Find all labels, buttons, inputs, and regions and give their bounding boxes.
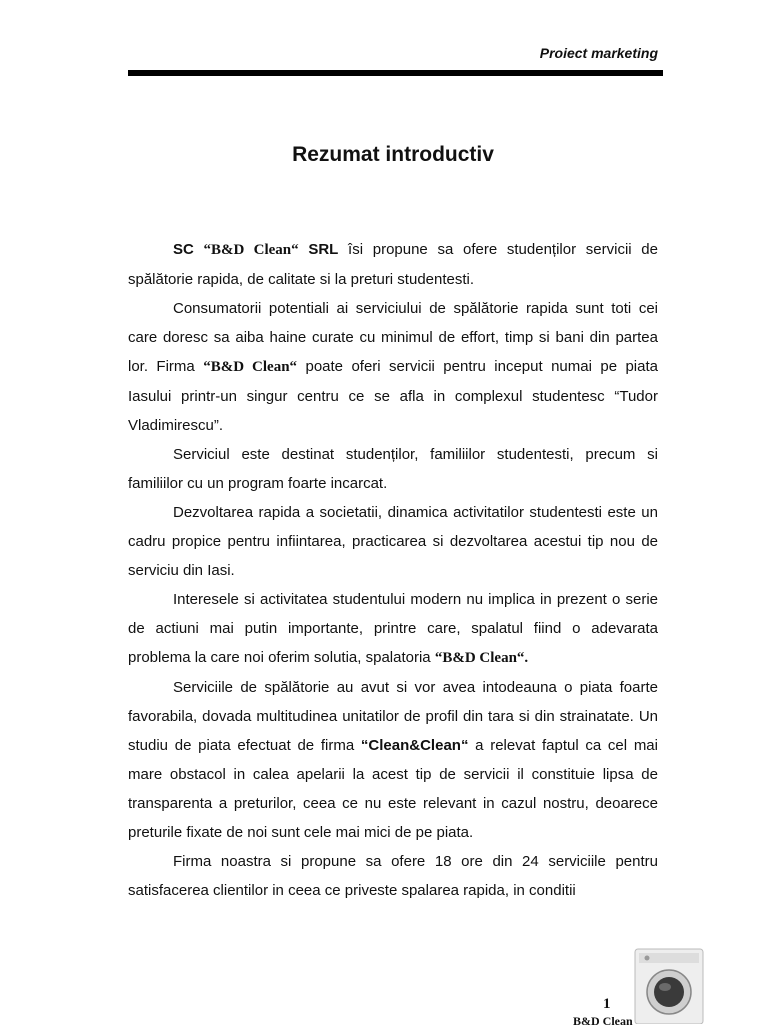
page-title: Rezumat introductiv [292, 143, 494, 166]
body-text [128, 235, 658, 905]
paragraph-5-text: Interesele si activitatea studentului modern nu implica in prezent o serie de actiuni mai putin importante, printre care, spalatul fiind o adevarata problema la care noi oferim solutia, spalatoria [128, 591, 658, 666]
paragraph-3: Serviciul este destinat studenților, familiilor studentesti, precum si familiilor cu un program foarte incarcat. [128, 446, 658, 492]
brand-name: “B&D Clean“. [434, 650, 529, 666]
paragraph-6-text-b: a relevat faptul ca cel mai mare obstacol in calea apelarii la acest tip de servicii il constituie lipsa de transparenta a preturilor, ceea ce nu este relevant in cazul nostru, deoarece preturile fixate de noi sunt cele mai mici de pe piata. [128, 737, 658, 841]
door-glass [654, 977, 684, 1007]
paragraph-1-text: îsi propune sa ofere studenților servicii de spălătorie rapida, de calitate si la preturi studentesti. [128, 241, 658, 288]
paragraph-4: Dezvoltarea rapida a societatii, dinamica activitatilor studentesti este un cadru propice pentru infiintarea, practicarea si dezvoltarea acestui tip nou de serviciu din Iasi. [128, 504, 658, 579]
paragraph-2-text-a: Consumatorii potentiali ai serviciului de spălătorie rapida sunt toti cei care doresc sa aiba haine curate cu minimul de effort, timp si bani din partea lor. Firma [128, 300, 658, 375]
brand-name: “B&D Clean“ [203, 242, 299, 258]
paragraph-2 [128, 294, 658, 440]
control-knob [645, 956, 650, 961]
header-rule [128, 70, 663, 76]
paragraph-1-srl: SRL [298, 241, 339, 258]
header-label: Proiect marketing [539, 45, 658, 61]
paragraph-7: Firma noastra si propune sa ofere 18 ore din 24 serviciile pentru satisfacerea clientilor in ceea ce priveste spalarea rapida, in conditii [128, 853, 658, 899]
paragraph-6-text-a: Serviciile de spălătorie au avut si vor avea intodeauna o piata foarte favorabila, dovada multitudinea unitatilor de profil din tara si din strainatate. Un studiu de piata efectuat de firma [128, 679, 658, 754]
paragraph-1-lead: SC [173, 241, 204, 258]
paragraph-5 [128, 585, 658, 673]
washing-machine-icon [633, 947, 705, 1024]
paragraph-2-text-b: poate oferi servicii pentru inceput numai pe piata Iasului printr-un singur centru ce se afla in complexul studentesc “Tudor Vladimirescu”. [128, 358, 658, 434]
competitor-name: “Clean&Clean“ [360, 737, 469, 754]
page-number: 1 [603, 996, 611, 1012]
paragraph-6 [128, 673, 658, 847]
door-glare [659, 983, 671, 991]
footer-brand: B&D Clean [573, 1014, 633, 1028]
paragraph-1 [128, 235, 658, 294]
brand-name: “B&D Clean“ [203, 359, 298, 375]
